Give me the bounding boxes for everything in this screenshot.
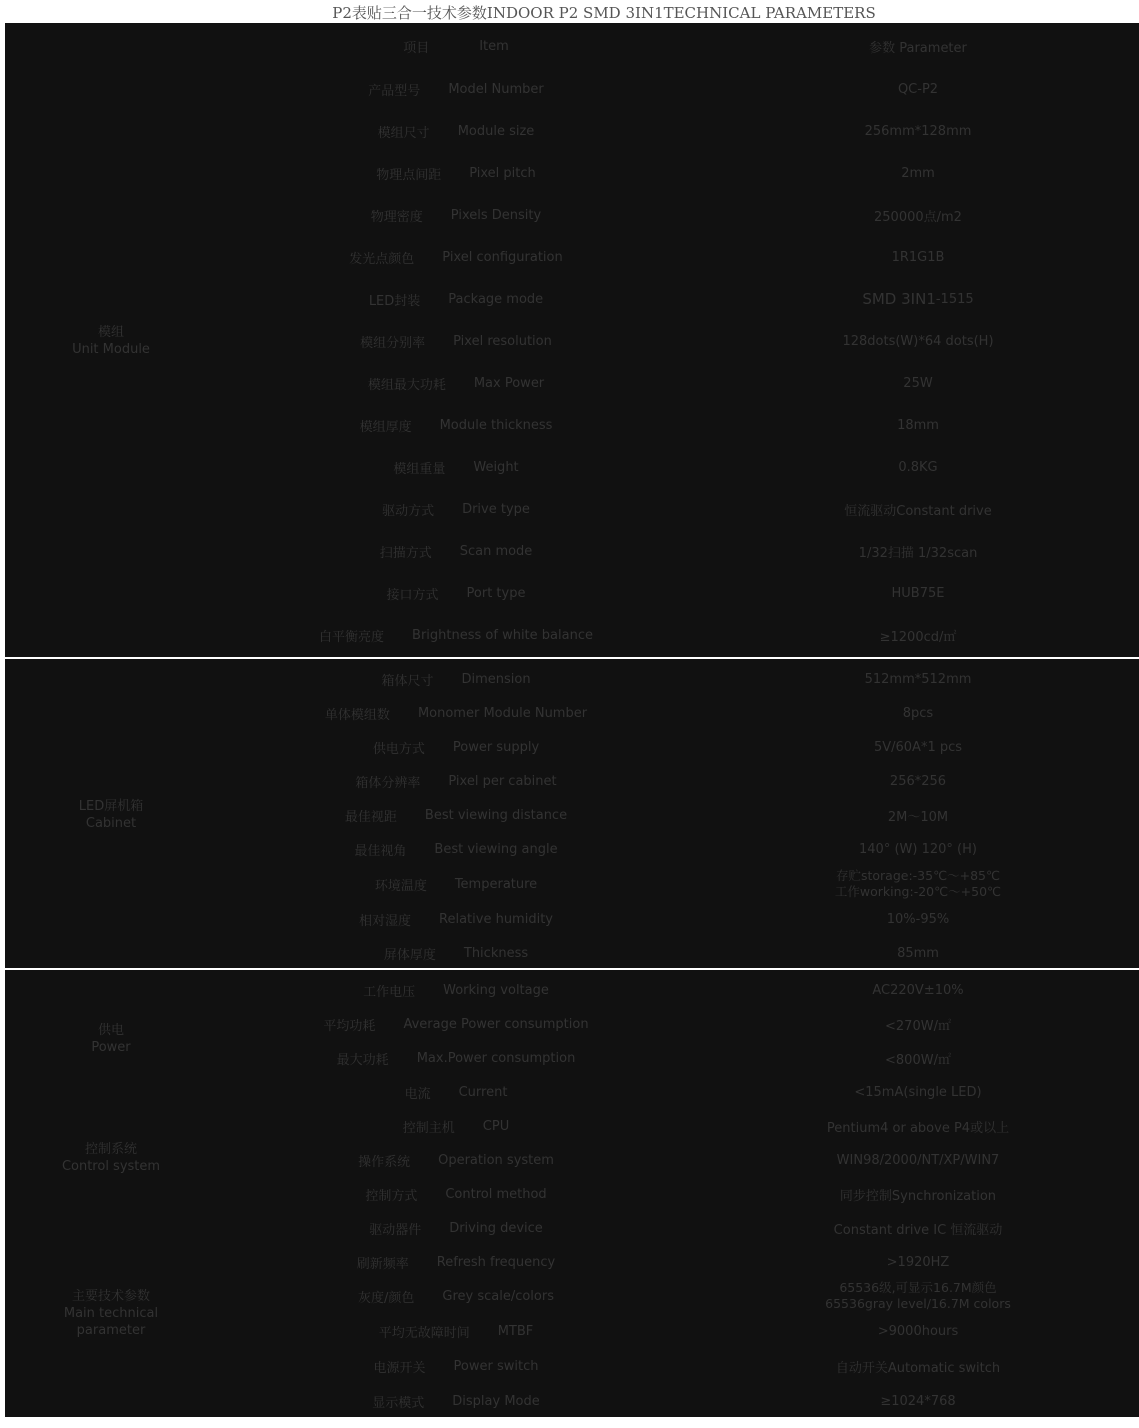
value-cell [697,531,1139,571]
value-text: HUB75E [891,585,945,601]
group-label [9,1212,213,1415]
item-cell [219,697,693,729]
value-cell [697,903,1139,935]
value-line: 65536级,可显示16.7M颜色 [839,1280,997,1295]
value-text: 1/32扫描 1/32scan [858,545,978,561]
item-cell [219,447,693,487]
item-cell [219,1350,693,1382]
group-label [9,663,213,966]
value-text: 256*256 [889,773,947,789]
value-text: 256mm*128mm [864,123,972,139]
value-cell [697,1076,1139,1108]
value-line: 存贮storage:-35℃～+85℃ [835,868,1001,883]
value-cell [697,731,1139,763]
item-label-cn: 单体模组数 [324,707,390,723]
item-label-cn: 平均无故障时间 [378,1325,470,1341]
value-text: >1920HZ [886,1254,950,1270]
item-cell [219,1384,693,1418]
item-label-en: Operation system [438,1152,554,1168]
item-cell [219,1110,693,1142]
value-cell [697,1008,1139,1040]
item-label-en: Power supply [452,739,540,755]
item-label-en: Max Power [473,375,545,391]
item-label-cn: 工作电压 [363,984,416,1000]
item-label-en: Pixel per cabinet [448,773,557,789]
value-text: <270W/㎡ [885,1018,951,1034]
item-label-en: Drive type [462,501,530,517]
item-label-en: Max.Power consumption [416,1050,576,1066]
item-label-en: Module size [457,123,535,139]
item-label-cn: 控制方式 [365,1188,418,1204]
group-label-cn: 供电 [97,1023,124,1038]
item-label-en: Current [458,1084,508,1100]
header-parameter-label: 参数 Parameter [869,40,967,56]
item-cell [219,405,693,445]
item-label-cn: 模组最大功耗 [367,377,446,393]
value-cell [697,573,1139,613]
value-cell [697,937,1139,969]
item-label-en: Best viewing distance [424,807,568,823]
value-text: AC220V±10% [872,982,964,998]
value-text: 2M～10M [887,809,949,825]
value-cell [697,799,1139,831]
value-text: 18mm [897,417,939,433]
item-label-en: Monomer Module Number [417,705,588,721]
item-cell [219,195,693,235]
value-cell [697,69,1139,109]
item-label-en: Brightness of white balance [412,627,593,643]
item-cell [219,111,693,151]
item-cell [219,531,693,571]
item-cell [219,1076,693,1108]
value-text: ≥1200cd/㎡ [879,629,957,645]
group-label-en: Main technical [63,1306,159,1321]
value-text: WIN98/2000/NT/XP/WIN7 [836,1152,1000,1168]
item-cell [219,799,693,831]
value-cell [697,974,1139,1006]
value-cell [697,405,1139,445]
page-title: P2表贴三合一技术参数INDOOR P2 SMD 3IN1TECHNICAL PARAMETERS [332,4,876,22]
item-cell [219,765,693,797]
group-label-en: parameter [76,1323,146,1338]
group-label [9,974,213,1104]
value-text: >9000hours [877,1323,959,1339]
value-cell [697,663,1139,695]
item-cell [219,489,693,529]
item-cell [219,1008,693,1040]
group-label-cn: LED屏机箱 [78,798,144,814]
item-label-en: Item [479,38,509,54]
value-main: SMD 3IN1 [862,290,936,308]
item-label-en: Pixel pitch [469,165,536,181]
item-label-cn: 驱动器件 [369,1222,422,1238]
item-label-cn: 驱动方式 [382,503,435,519]
value-text: 512mm*512mm [864,671,972,687]
item-label-en: Scan mode [459,543,533,559]
item-cell [219,1178,693,1210]
item-label-cn: 电流 [404,1086,431,1102]
value-text: 恒流驱动Constant drive [844,503,992,519]
item-cell [219,937,693,969]
value-cell [697,1384,1139,1418]
group-label-en: Power [91,1040,131,1055]
group-label-cn: 模组 [97,325,124,340]
item-label-en: Power switch [453,1358,539,1374]
value-suffix: -1515 [935,291,974,307]
value-cell [697,489,1139,529]
item-label-cn: 扫描方式 [379,545,432,561]
item-label-cn: 最佳视距 [344,809,397,825]
value-multiline [825,1280,1011,1312]
item-cell [219,1246,693,1278]
value-multiline [835,868,1001,900]
item-label-en: Pixel configuration [442,249,563,265]
item-label-en: Working voltage [443,982,549,998]
group-label-en: Control system [61,1159,161,1174]
value-text: <15mA(single LED) [854,1084,982,1100]
item-cell [219,1144,693,1176]
value-cell [697,1110,1139,1142]
value-cell [697,279,1139,319]
value-cell [697,1144,1139,1176]
value-cell [697,1314,1139,1348]
item-label-cn: 项目 [403,40,430,56]
value-text: 85mm [897,945,939,961]
value-text: 25W [903,375,933,391]
group-label-en: Unit Module [72,342,150,357]
item-cell [219,867,693,901]
item-cell [219,1314,693,1348]
item-label-cn: 相对湿度 [359,913,412,929]
item-label-cn: 操作系统 [358,1154,411,1170]
value-cell [697,615,1139,655]
item-label-en: Weight [473,459,519,475]
item-cell [219,1042,693,1074]
value-cell [697,447,1139,487]
header-parameter-cell [697,27,1139,65]
value-cell [697,363,1139,403]
item-label-en: Package mode [448,291,544,307]
item-label-cn: 模组尺寸 [377,125,430,141]
group-label [9,27,213,655]
item-label-en: MTBF [497,1323,534,1339]
item-label-en: Module thickness [439,417,553,433]
group-label [9,1110,213,1206]
item-label-en: Refresh frequency [436,1254,556,1270]
item-label-cn: 模组分别率 [360,335,426,351]
group-label-cn: 控制系统 [84,1142,137,1157]
item-cell [219,974,693,1006]
value-text: QC-P2 [897,81,939,97]
item-cell [219,903,693,935]
parameters-table [5,23,1139,1419]
item-label-en: Dimension [461,671,531,687]
item-label-cn: 发光点颜色 [349,251,415,267]
value-line: 65536gray level/16.7M colors [825,1296,1011,1311]
item-cell [219,27,693,65]
value-cell [697,321,1139,361]
item-cell [219,153,693,193]
value-text: 128dots(W)*64 dots(H) [842,333,994,349]
item-cell [219,833,693,865]
item-label-cn: 显示模式 [372,1395,425,1411]
value-text: ≥1024*768 [880,1393,956,1409]
value-line: 工作working:-20℃～+50℃ [834,884,1002,899]
value-text: Pentium4 or above P4或以上 [826,1120,1010,1136]
item-label-en: Driving device [449,1220,543,1236]
item-label-en: Pixels Density [450,207,542,223]
value-cell [697,697,1139,729]
item-label-en: Temperature [454,876,538,892]
value-cell [697,1350,1139,1382]
value-text: 2mm [901,165,935,181]
value-text: Constant drive IC 恒流驱动 [833,1222,1003,1238]
item-label-cn: 箱体分辨率 [355,775,421,791]
item-label-en: CPU [482,1118,510,1134]
item-cell [219,1280,693,1312]
value-cell [697,1178,1139,1210]
item-cell [219,363,693,403]
item-label-cn: 物理点间距 [376,167,442,183]
item-cell [219,1212,693,1244]
item-label-cn: 供电方式 [372,741,425,757]
item-label-cn: 白平衡亮度 [319,629,385,645]
item-cell [219,69,693,109]
item-label-en: Model Number [448,81,544,97]
item-label-en: Port type [466,585,526,601]
item-cell [219,279,693,319]
item-label-cn: 电源开关 [373,1360,426,1376]
item-label-cn: 最佳视角 [354,843,407,859]
item-label-en: Control method [445,1186,547,1202]
group-label-cn: 主要技术参数 [71,1289,150,1304]
item-cell [219,573,693,613]
item-label-cn: LED封装 [368,293,421,309]
value-cell [697,1280,1139,1312]
item-label-cn: 模组厚度 [359,419,412,435]
item-cell [219,615,693,655]
value-text: 140° (W) 120° (H) [859,841,977,857]
item-label-cn: 模组重量 [393,461,446,477]
item-label-cn: 屏体厚度 [383,947,436,963]
value-cell [697,1042,1139,1074]
value-text: 8pcs [902,705,934,721]
value-text: 10%-95% [886,911,950,927]
value-text: 250000点/m2 [874,209,962,225]
item-label-cn: 物理密度 [370,209,423,225]
value-cell [697,833,1139,865]
item-label-cn: 箱体尺寸 [381,673,434,689]
value-cell [697,111,1139,151]
item-label-cn: 控制主机 [402,1120,455,1136]
item-label-en: Relative humidity [439,911,553,927]
value-text: <800W/㎡ [885,1052,951,1068]
item-cell [219,731,693,763]
value-text: 自动开关Automatic switch [835,1360,1001,1376]
item-label-cn: 环境温度 [374,878,427,894]
value-text: 0.8KG [898,459,938,475]
item-label-en: Display Mode [452,1393,540,1409]
item-cell [219,321,693,361]
value-text: 5V/60A*1 pcs [873,739,963,755]
item-cell [219,237,693,277]
item-label-cn: 刷新频率 [356,1256,409,1272]
item-label-en: Thickness [463,945,529,961]
item-label-en: Average Power consumption [403,1016,589,1032]
item-label-en: Grey scale/colors [442,1288,554,1304]
item-cell [219,663,693,695]
value-text: 1R1G1B [891,249,945,265]
item-label-cn: 接口方式 [386,587,439,603]
value-text: 同步控制Synchronization [839,1188,997,1204]
value-cell [697,765,1139,797]
item-label-cn: 产品型号 [368,83,421,99]
value-cell [697,1212,1139,1244]
value-cell [697,867,1139,901]
value-cell [697,153,1139,193]
item-label-cn: 最大功耗 [336,1052,389,1068]
item-label-en: Pixel resolution [453,333,552,349]
item-label-en: Best viewing angle [434,841,558,857]
item-label-cn: 平均功耗 [323,1018,376,1034]
value-cell [697,195,1139,235]
group-label-en: Cabinet [85,815,137,831]
item-label-cn: 灰度/颜色 [357,1290,415,1306]
value-cell [697,1246,1139,1278]
value-cell [697,237,1139,277]
